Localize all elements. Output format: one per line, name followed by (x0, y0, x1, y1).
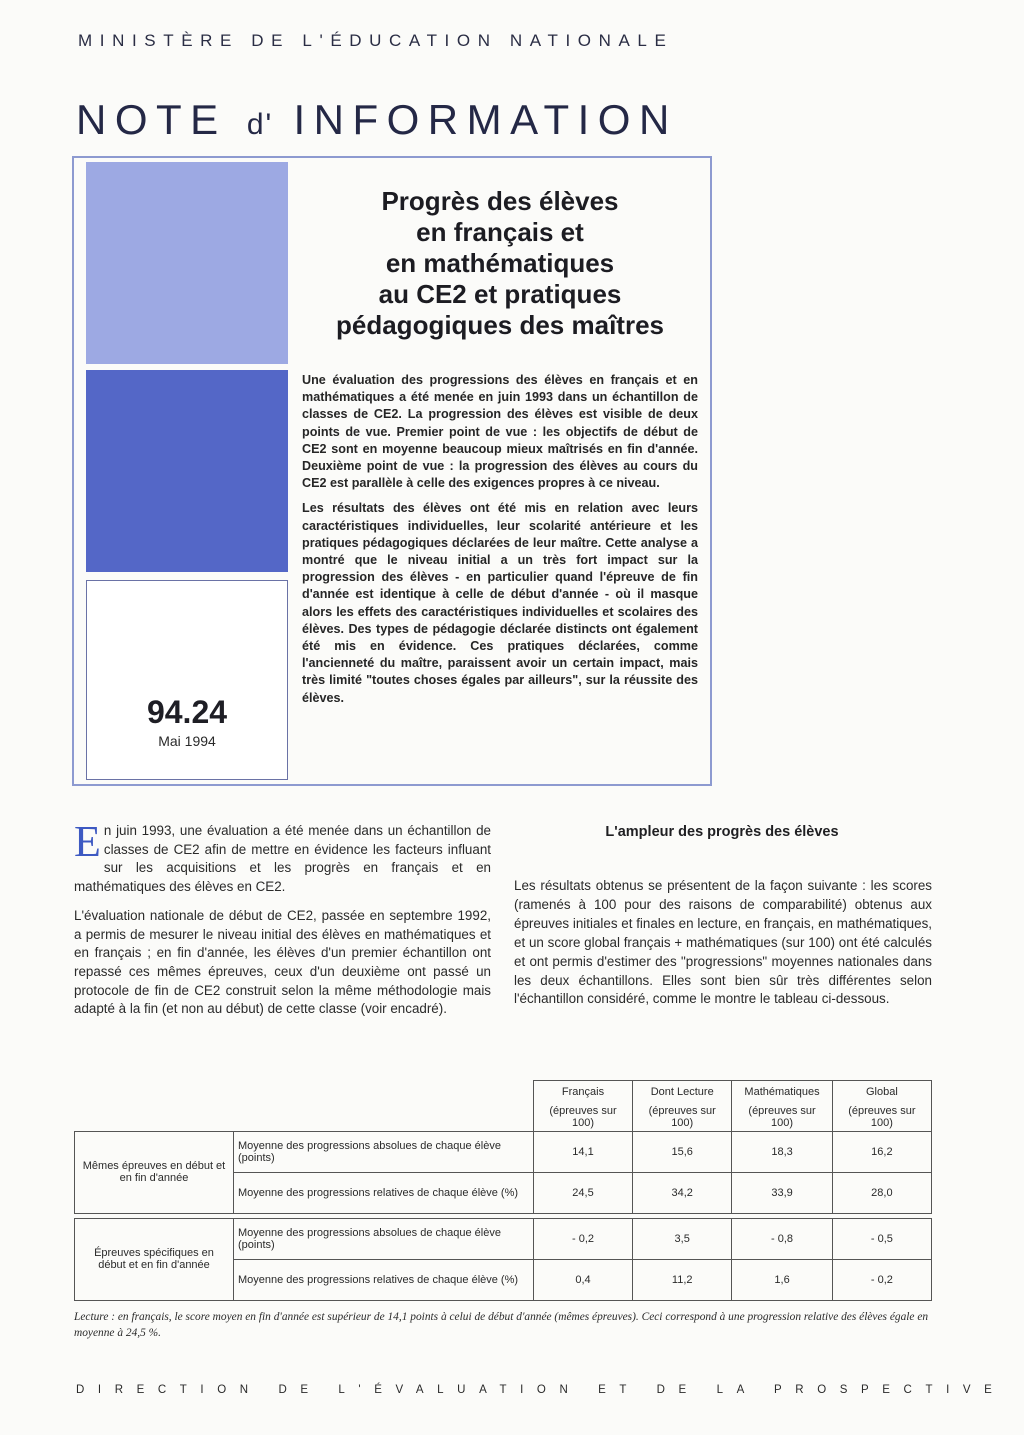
section-heading: L'ampleur des progrès des élèves (605, 824, 839, 840)
headline-line: Progrès des élèves (381, 186, 619, 216)
decorative-panel-dark (86, 370, 288, 572)
note-date: Mai 1994 (158, 733, 216, 749)
body-paragraph (74, 817, 491, 897)
abstract-paragraph: Les résultats des élèves ont été mis en relation avec leurs caractéristiques individuelles, leur scolarité antérieure et les pratiques pédagogiques déclarées de leur maître. Cette analyse a montré que le niveau initial a un très fort impact sur la progression des élèves - en particulier quand l'épreuve de fin d'année est identique à celle de début d'année - où il masque alors les effets des caractéristiques individuelles et scolaires des élèves. Des types de pédagogie déclarée distincts ont également été mis en évidence. Ces pratiques déclarées, comme l'ancienneté du maître, paraissent avoir un certain impact, mais très limité "toutes choses égales par ailleurs", sur la réussite des élèves. (302, 501, 698, 705)
group-label: Épreuves spécifiques en début et en fin d'année (75, 1218, 234, 1300)
body-right-column: Les résultats obtenus se présentent de la façon suivante : les scores (ramenés à 100 pour des raisons de comparabilité) obtenus aux épreuves initiales et finales en lecture, en français, en mathématiques, et un score global français + mathématiques (sur 100) ont été calculés et ont permis d'estimer des "progressions" moyennes nationales dans les deux échantillons. Elles sont bien sûr très différentes selon l'échantillon considéré, comme le montre le tableau ci-dessous. (514, 878, 932, 1007)
body-paragraph: L'évaluation nationale de début de CE2, passée en septembre 1992, a permis de mesurer le niveau initial des élèves en mathématiques et en français ; en fin d'année, les élèves d'un premier échantillon ont repassé ces mêmes épreuves, ceux d'un deuxième ont passé un protocole de fin de CE2 construit selon la même méthodologie mais adapté à la fin (et non au début) de cette classe (voir encadré). (74, 907, 491, 1017)
note-number: 94.24 (146, 694, 228, 730)
column-header: Global (832, 1081, 931, 1103)
title-part-information: INFORMATION (293, 96, 678, 143)
table-cell: 33,9 (732, 1172, 832, 1213)
row-label: Moyenne des progressions relatives de chaque élève (%) (234, 1259, 534, 1300)
row-label: Moyenne des progressions relatives de chaque élève (%) (234, 1172, 534, 1213)
table-cell: 34,2 (633, 1172, 732, 1213)
table-cell: 11,2 (633, 1259, 732, 1300)
drop-cap: E (74, 817, 101, 866)
headline-line: en français et (416, 217, 584, 247)
note-number-panel (86, 580, 288, 780)
title-part-d: d' (246, 108, 274, 141)
column-subheader: (épreuves sur 100) (832, 1103, 931, 1132)
table-row (75, 1131, 932, 1172)
table-reading-note: Lecture : en français, le score moyen en fin d'année est supérieur de 14,1 points à celui de début d'année (mêmes épreuves). Ceci correspond à une progression relative des élèves égale en moyenne à 24,5 %. (74, 1311, 929, 1339)
table-cell: - 0,2 (533, 1218, 632, 1259)
table-row (75, 1218, 932, 1259)
column-subheader: (épreuves sur 100) (732, 1103, 832, 1132)
body-paragraph-text: n juin 1993, une évaluation a été menée dans un échantillon de classes de CE2 afin de mettre en évidence les facteurs influant sur les acquisitions et les progrès en français et en mathématiques des élèves en CE2. (74, 823, 491, 895)
column-header: Dont Lecture (633, 1081, 732, 1103)
table-cell: 3,5 (633, 1218, 732, 1259)
row-label: Moyenne des progressions absolues de chaque élève (points) (234, 1218, 534, 1259)
table-corner (75, 1081, 534, 1103)
table-cell: - 0,8 (732, 1218, 832, 1259)
table-header-row (75, 1081, 932, 1103)
headline-line: pédagogiques des maîtres (336, 310, 664, 340)
column-header: Mathématiques (732, 1081, 832, 1103)
publication-title (76, 96, 678, 144)
table-cell: 1,6 (732, 1259, 832, 1300)
table-subheader-row (75, 1103, 932, 1132)
table-cell: - 0,2 (832, 1259, 931, 1300)
group-label: Mêmes épreuves en début et en fin d'année (75, 1131, 234, 1213)
table-cell: 0,4 (533, 1259, 632, 1300)
title-part-note: NOTE (76, 96, 227, 143)
table-cell: 24,5 (533, 1172, 632, 1213)
ministry-heading: MINISTÈRE DE L'ÉDUCATION NATIONALE (78, 31, 674, 50)
row-label: Moyenne des progressions absolues de chaque élève (points) (234, 1131, 534, 1172)
table-cell: 15,6 (633, 1131, 732, 1172)
abstract-paragraph: Une évaluation des progressions des élèves en français et en mathématiques a été menée en juin 1993 dans un échantillon de classes de CE2. La progression des élèves est visible de deux points de vue. Premier point de vue : les objectifs de début de CE2 sont en moyenne beaucoup mieux maîtrisés en fin d'année. Deuxième point de vue : la progression des élèves au cours du CE2 est parallèle à celle des exigences propres à ce niveau. (302, 373, 698, 491)
table-cell: 18,3 (732, 1131, 832, 1172)
headline-line: au CE2 et pratiques (378, 279, 622, 309)
results-table (74, 1080, 932, 1301)
table-cell: 28,0 (832, 1172, 931, 1213)
body-left-column (74, 817, 491, 1029)
column-subheader: (épreuves sur 100) (633, 1103, 732, 1132)
table-cell: 14,1 (533, 1131, 632, 1172)
article-headline (300, 186, 700, 341)
table-cell: 16,2 (832, 1131, 931, 1172)
headline-line: en mathématiques (385, 248, 615, 278)
column-subheader: (épreuves sur 100) (533, 1103, 632, 1132)
abstract (302, 372, 698, 715)
footer-direction: DIRECTION DE L'ÉVALUATION ET DE LA PROSPECTIVE (76, 1384, 1006, 1396)
table-corner (75, 1103, 534, 1132)
table-cell: - 0,5 (832, 1218, 931, 1259)
decorative-panel-light (86, 162, 288, 364)
column-header: Français (533, 1081, 632, 1103)
